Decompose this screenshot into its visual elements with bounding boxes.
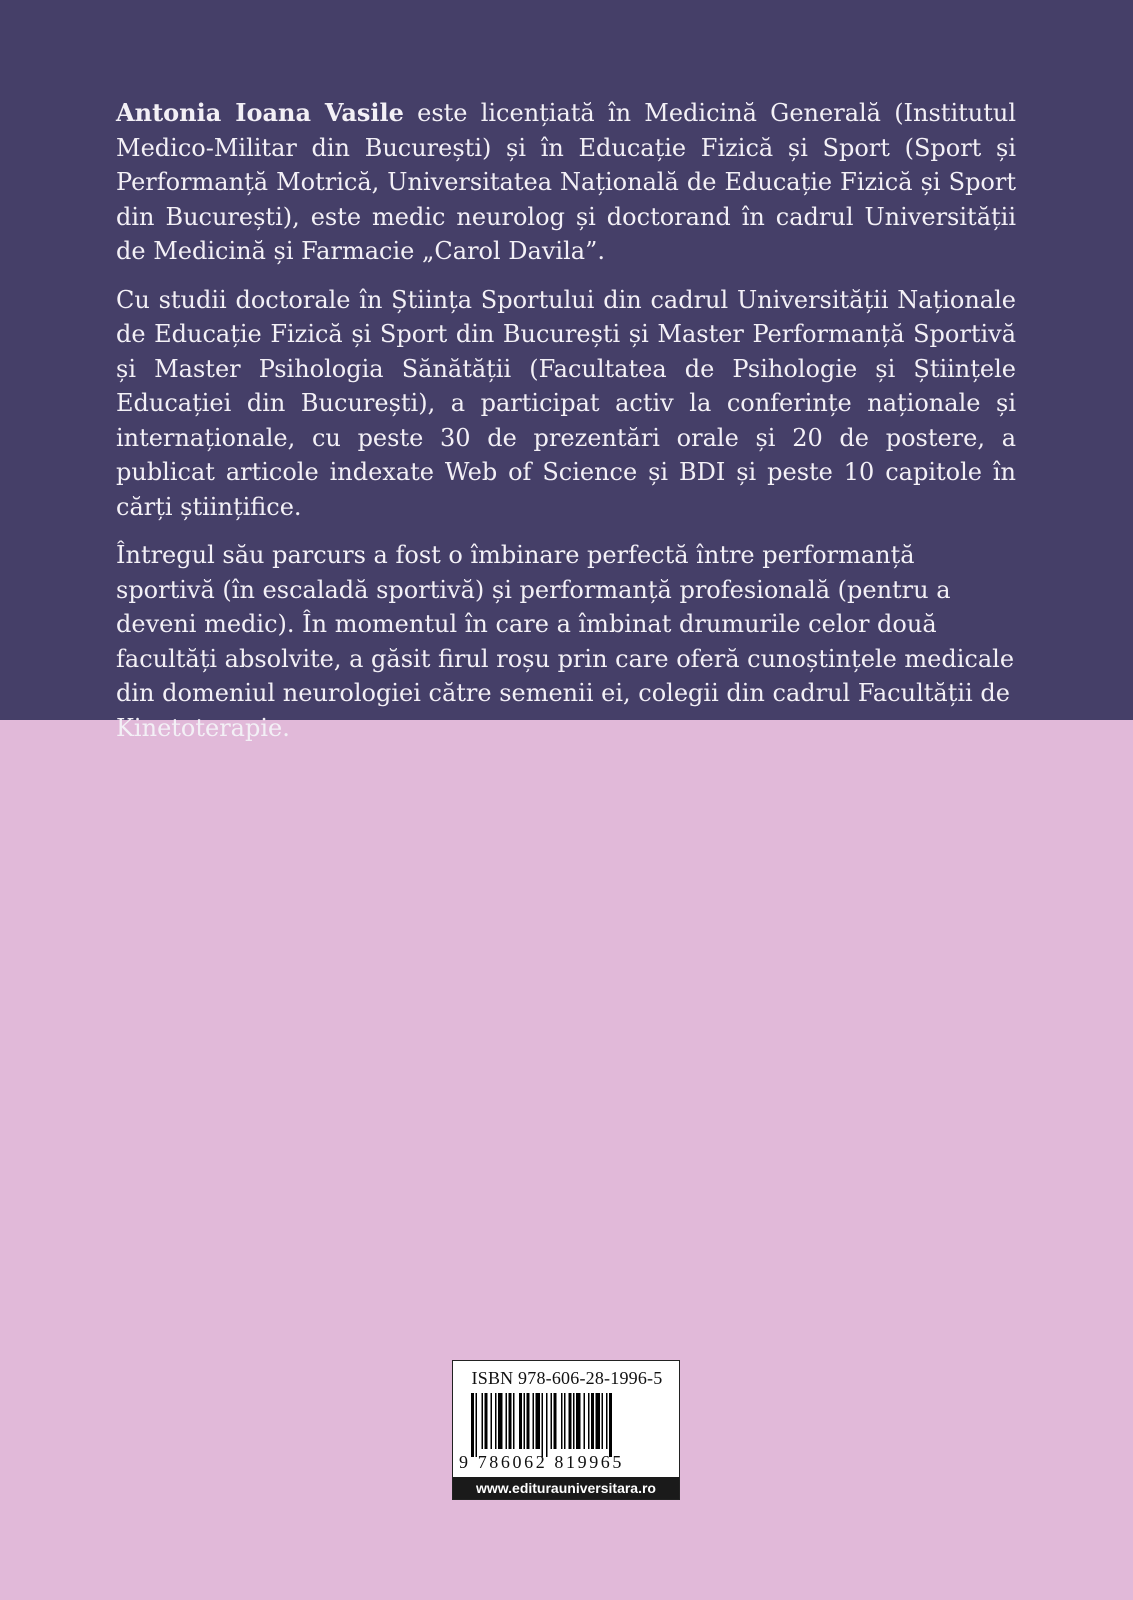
barcode-bar — [513, 1393, 515, 1449]
barcode-bar — [482, 1393, 484, 1449]
bio-panel — [0, 0, 1133, 742]
barcode-bar — [498, 1393, 503, 1449]
barcode-bar — [546, 1393, 548, 1457]
barcode-bar — [551, 1393, 553, 1449]
barcode-bar — [591, 1393, 594, 1449]
barcode-bar — [596, 1393, 601, 1449]
barcode-bar — [536, 1393, 541, 1449]
barcode-bars — [469, 1393, 665, 1457]
barcode-bar — [602, 1393, 604, 1449]
barcode-bar — [491, 1393, 493, 1449]
barcode-bar — [573, 1393, 575, 1449]
barcode-bar — [542, 1393, 544, 1457]
barcode-bar — [584, 1393, 586, 1449]
barcode-bar — [533, 1393, 535, 1449]
barcode-bar — [524, 1393, 526, 1449]
bio-paragraph-1 — [116, 96, 1016, 269]
barcode-bar — [576, 1393, 581, 1449]
barcode-bar — [519, 1393, 522, 1449]
barcode-bar — [564, 1393, 566, 1449]
barcode-bar — [606, 1393, 608, 1449]
barcode-bar — [471, 1393, 474, 1457]
barcode-bar — [569, 1393, 572, 1449]
barcode-digits: 9 786062 819965 — [459, 1452, 624, 1472]
bio-paragraph-2: Cu studii doctorale în Știința Sportului din cadrul Universității Naționale de Educație Fizică și Sport din București și Master Performanță Sportivă și Master Psihologia Sănătății (Facultatea de Psihologie și Științele Educației din București), a participat activ la conferințe naționale și internaționale, cu peste 30 de prezentări orale și 20 de postere, a publicat articole indexate Web of Science și BDI și peste 10 capitole în cărți științifice. — [116, 285, 1016, 521]
barcode-bar — [476, 1393, 478, 1457]
publisher-website: www.editurauniversitara.ro — [453, 1477, 679, 1499]
barcode-bar — [609, 1393, 612, 1457]
barcode-bar — [561, 1393, 563, 1449]
bio-paragraph-1-text: este licențiată în Medicină Generală (Institutul Medico-Militar din București) și în Educație Fizică și Sport (Sport și Performanță Motrică, Universitatea Națională de Educație Fizică și Sport din București), este medic neurolog și doctorand în cadrul Universității de Medicină și Farmacie „Carol Davila”. — [116, 99, 1017, 265]
author-bio — [116, 96, 1016, 759]
barcode-bar — [485, 1393, 488, 1449]
author-name: Antonia Ioana Vasile — [116, 98, 404, 127]
bio-paragraph-3: Întregul său parcurs a fost o îmbinare perfectă între performanță sportivă (în escaladă sportivă) și performanță profesională (pentru a deveni medic). În momentul în care a îmbinat drumurile celor două facultăți absolvite, a găsit firul roșu prin care oferă cunoștințele medicale din domeniul neurologiei către semenii ei, colegii din cadrul Facultății de Kinetoterapie. — [116, 541, 1015, 742]
barcode-bar — [495, 1393, 497, 1449]
barcode-bar — [554, 1393, 557, 1449]
barcode-bar — [527, 1393, 530, 1449]
barcode-bar — [506, 1393, 508, 1449]
isbn-barcode-block — [452, 1360, 680, 1500]
barcode-bar — [588, 1393, 590, 1449]
barcode-bar — [509, 1393, 512, 1449]
isbn-label: ISBN 978-606-28-1996-5 — [471, 1368, 663, 1388]
